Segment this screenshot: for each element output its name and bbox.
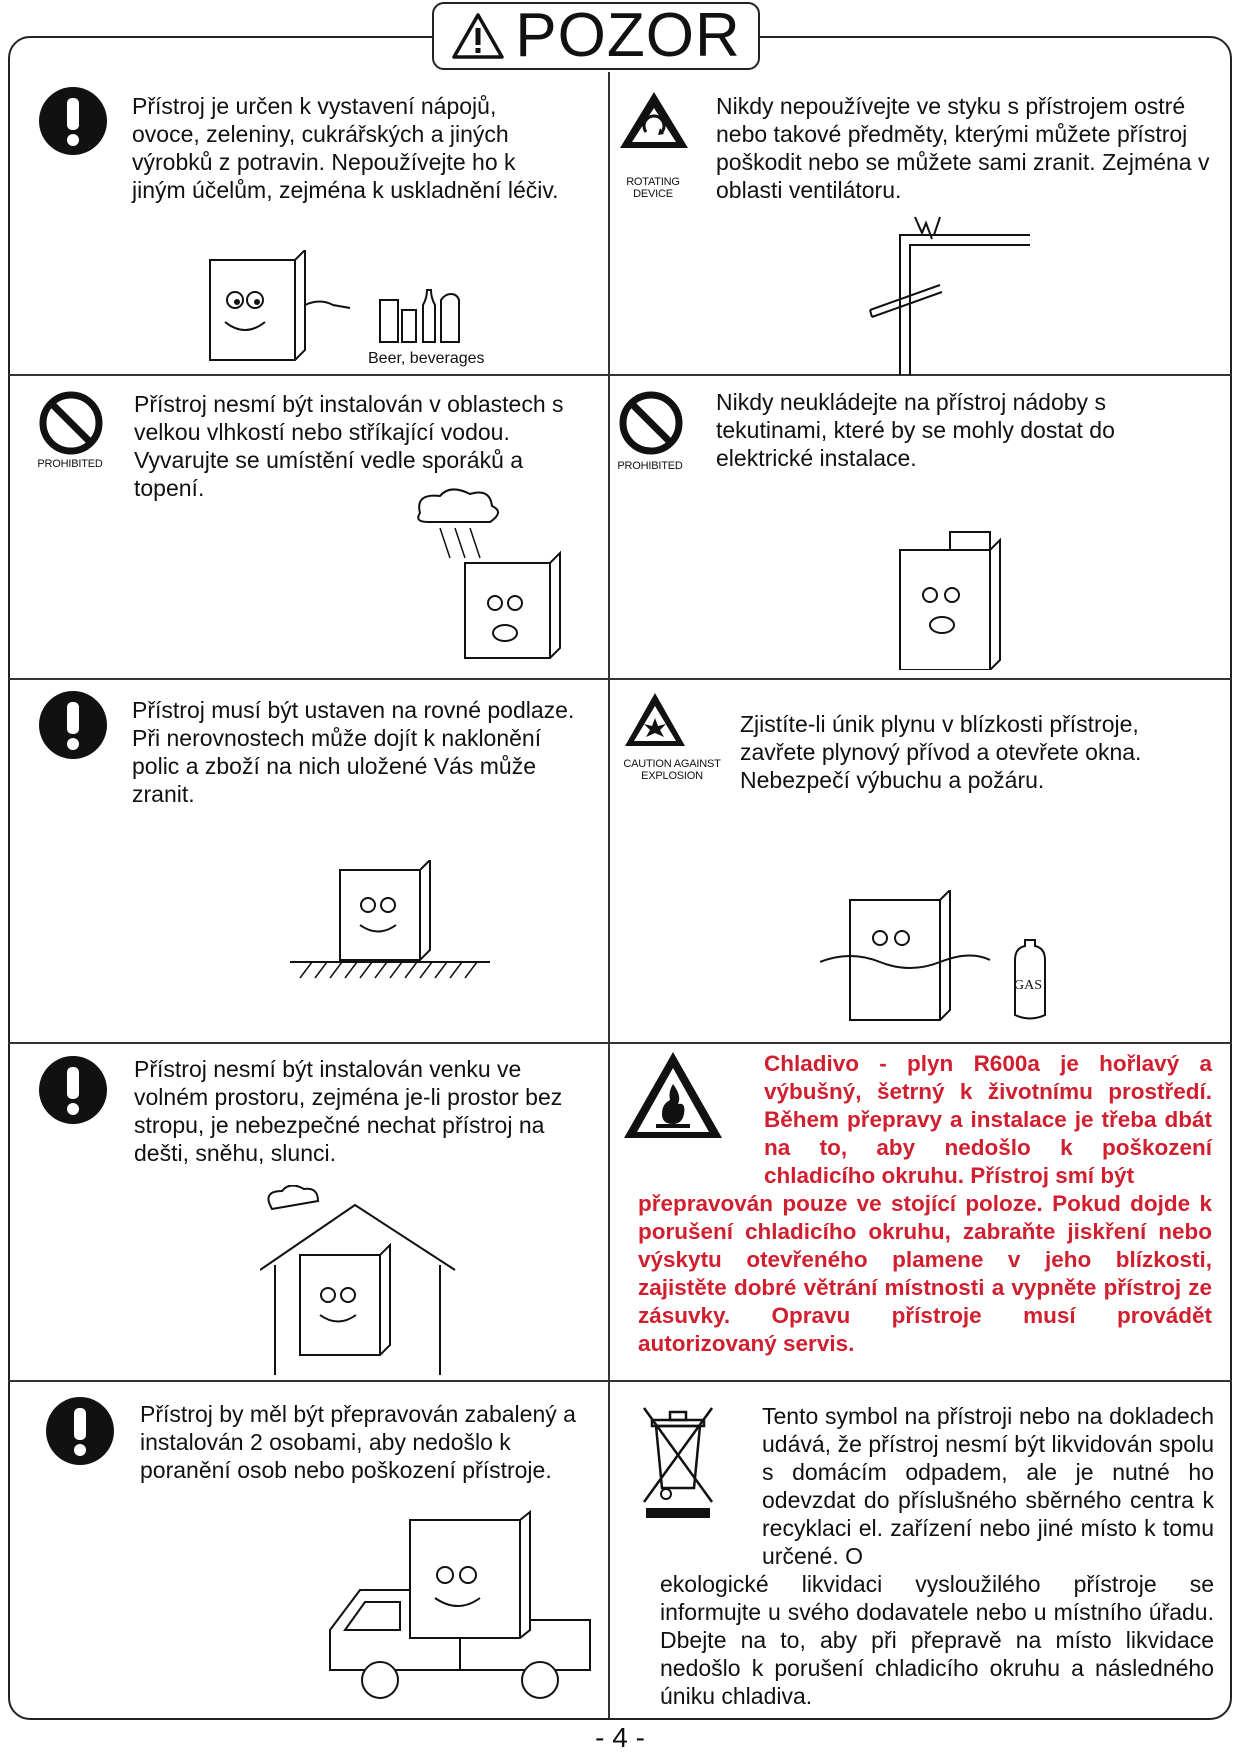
page-title: POZOR	[515, 1, 741, 70]
rotating-device-label: ROTATING DEVICE	[626, 176, 680, 200]
cabinet-level-floor-illustration	[290, 860, 500, 980]
warning-triangle-icon	[451, 11, 505, 61]
column-divider-4	[608, 1044, 610, 1380]
prohibited-icon	[38, 390, 104, 456]
row-divider-4	[8, 1380, 1232, 1382]
prohibited-label: PROHIBITED	[37, 458, 103, 470]
explosion-label: CAUTION AGAINST EXPLOSION	[623, 758, 721, 782]
section-5-text: Přístroj musí být ustaven na rovné podlaze. Při nerovnostech může dojít k naklonění polic a zboží na nich uložené Vás může zranit.	[132, 697, 575, 807]
page-number: - 4 -	[595, 1722, 645, 1753]
section-1-text: Přístroj je určen k vystavení nápojů, ovoce, zeleniny, cukrářských a jiných výrobků z potravin. Nepoužívejte ho k jiným účelům, zejména k uskladnění léčiv.	[132, 93, 559, 203]
cabinet-gas-illustration	[820, 890, 1080, 1030]
section-8-text-bottom: přepravován pouze ve stojící poloze. Pokud dojde k porušení chladicího okruhu, zabraňte jiskření nebo výskytu otevřeného plamene v jeho blízkosti, zajistěte dobré větrání místnosti a vypněte přístroj ze zásuvky. Opravu přístroje musí provádět autorizovaný servis.	[638, 1191, 1212, 1356]
cabinet-truck-illustration	[320, 1510, 610, 1710]
cabinet-outdoor-illustration	[260, 1185, 460, 1375]
explosion-icon	[622, 690, 688, 752]
section-6-text: Zjistíte-li únik plynu v blízkosti přístroje, zavřete plynový přívod a otevřete okna. Nebezpečí výbuchu a požáru.	[740, 711, 1142, 793]
exclamation-icon	[45, 1396, 115, 1466]
prohibited-icon	[618, 390, 684, 456]
row-divider-2	[8, 678, 1232, 680]
section-10-text-top: Tento symbol na přístroji nebo na dokladech udává, že přístroj nesmí být likvidován spolu s domácím odpadem, ale je nutné ho odevzdat do příslušného sběrného centra k recyklaci el. zařízení nebo jiné místo k tomu určené. O	[762, 1403, 1214, 1569]
cabinet-water-illustration	[410, 488, 600, 668]
title-box	[432, 2, 760, 70]
prohibited-label: PROHIBITED	[617, 460, 683, 472]
gas-label: GAS	[1014, 978, 1043, 993]
section-10-text-bottom: ekologické likvidaci vysloužilého přístroje se informujte u svého dodavatele nebo u místního úřadu. Dbejte na to, aby při přepravě na místo likvidace nedošlo k porušení chladicího okruhu a následného úniku chladiva.	[660, 1571, 1214, 1709]
weee-bin-icon	[638, 1402, 718, 1520]
section-9-text: Přístroj by měl být přepravován zabalený a instalován 2 osobami, aby nedošlo k poranění osob nebo poškození přístroje.	[140, 1401, 576, 1483]
section-3-text: Přístroj nesmí být instalován v oblastech s velkou vlhkostí nebo stříkající vodou. Vyvarujte se umístění vedle sporáků a topení.	[134, 391, 564, 501]
beverages-label: Beer, beverages	[368, 350, 485, 367]
cabinet-liquid-illustration	[880, 520, 1080, 670]
column-divider-2	[608, 376, 610, 678]
section-7-text: Přístroj nesmí být instalován venku ve volném prostoru, zejména je-li prostor bez stropu, je nebezpečné nechat přístroj na dešti, sněhu, slunci.	[134, 1056, 563, 1166]
column-divider-1	[608, 72, 610, 374]
sharp-object-illustration	[860, 215, 1050, 375]
section-8-text-top: Chladivo - plyn R600a je hořlavý a výbušný, šetrný k životnímu prostředí. Během přepravy a instalace je třeba dbát na to, aby nedošlo k poškození chladicího okruhu. Přístroj smí být	[764, 1051, 1212, 1188]
exclamation-icon	[38, 86, 108, 156]
section-2-text: Nikdy nepoužívejte ve styku s přístrojem ostré nebo takové předměty, kterými můžete přístroj poškodit nebo se můžete sami zranit. Zejména v oblasti ventilátoru.	[716, 93, 1210, 203]
row-divider-3	[8, 1042, 1232, 1044]
section-4-text: Nikdy neukládejte na přístroj nádoby s tekutinami, které by se mohly dostat do elektrické instalace.	[716, 389, 1115, 471]
exclamation-icon	[38, 690, 108, 760]
rotating-device-icon	[616, 88, 692, 170]
exclamation-icon	[38, 1055, 108, 1125]
column-divider-3	[608, 680, 610, 1042]
flammable-icon	[620, 1048, 726, 1144]
